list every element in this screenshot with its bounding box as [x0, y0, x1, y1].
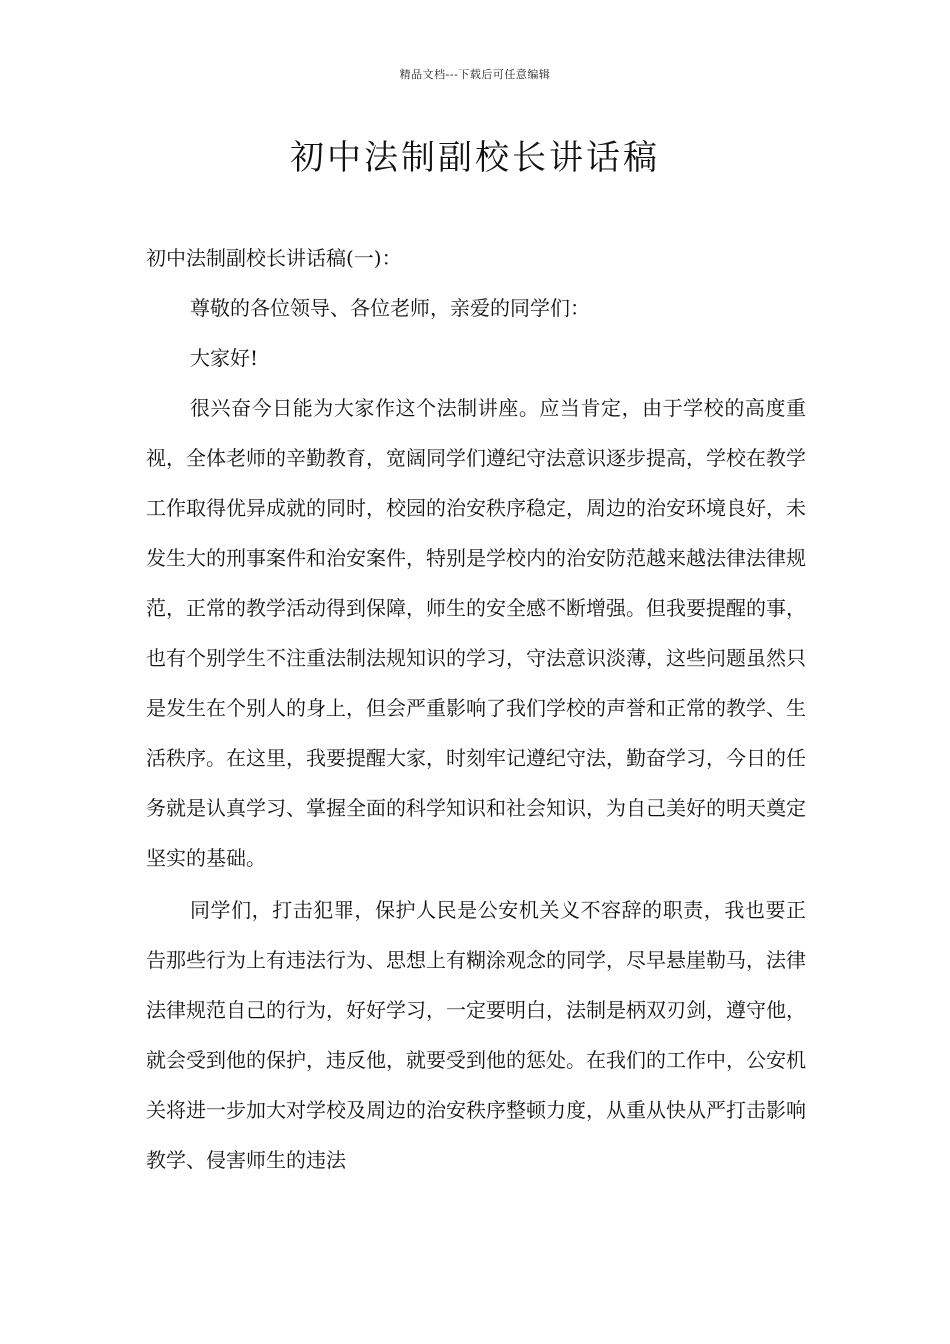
section-subtitle: 初中法制副校长讲话稿(一)：: [146, 246, 402, 270]
salutation: 尊敬的各位领导、各位老师，亲爱的同学们：: [190, 296, 590, 320]
body-paragraph: 很兴奋今日能为大家作这个法制讲座。应当肯定，由于学校的高度重视，全体老师的辛勤教育，宽阔同学们遵纪守法意识逐步提高，学校在教学工作取得优异成就的同时，校园的治安秩序稳定，周边的治安环境良好，未发生大的刑事案件和治安案件，特别是学校内的治安防范越来越法律法律规范，正常的教学活动得到保障，师生的安全感不断增强。但我要提醒的事，也有个别学生不注重法制法规知识的学习，守法意识淡薄，这些问题虽然只是发生在个别人的身上，但会严重影响了我们学校的声誉和正常的教学、生活秩序。在这里，我要提醒大家，时刻牢记遵纪守法，勤奋学习，今日的任务就是认真学习、掌握全面的科学知识和社会知识，为自己美好的明天奠定坚实的基础。: [146, 396, 806, 870]
body-paragraph: 同学们，打击犯罪，保护人民是公安机关义不容辞的职责，我也要正告那些行为上有违法行为、思想上有糊涂观念的同学，尽早悬崖勒马，法律法律规范自己的行为，好好学习，一定要明白，法制是柄双刃剑，遵守他，就会受到他的保护，违反他，就要受到他的惩处。在我们的工作中，公安机关将进一步加大对学校及周边的治安秩序整顿力度，从重从快从严打击影响教学、侵害师生的违法: [146, 898, 806, 1172]
document-title: 初中法制副校长讲话稿: [290, 138, 660, 178]
greeting: 大家好!: [190, 346, 259, 370]
document-body: [146, 233, 806, 1185]
header-note: 精品文档---下载后可任意编辑: [399, 68, 551, 81]
